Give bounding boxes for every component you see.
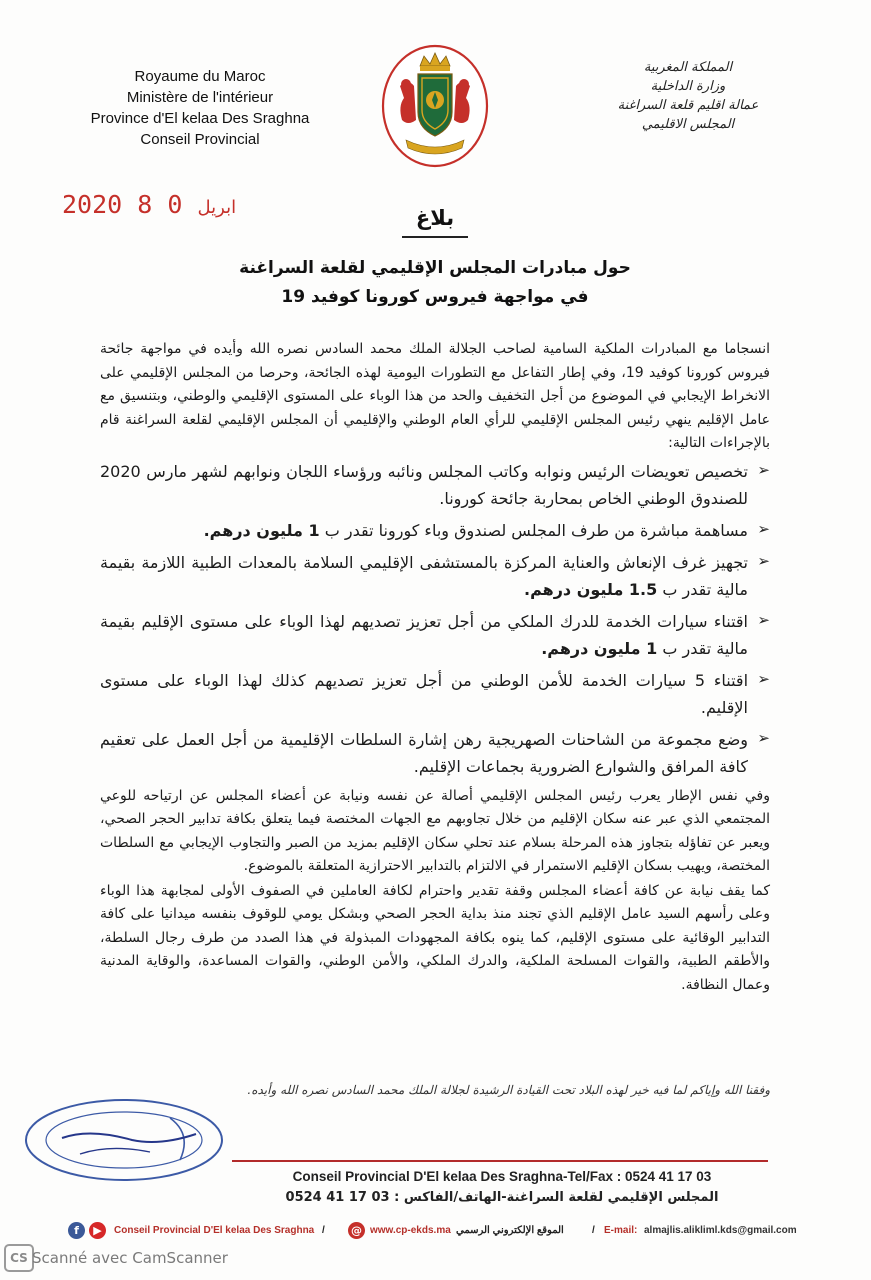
camscanner-logo-icon: CS [4,1244,34,1272]
web-icon: @ [348,1222,365,1239]
date-stamp [62,190,236,219]
camscanner-text: Scanné avec CamScanner [32,1249,228,1267]
youtube-icon[interactable]: ▶ [89,1222,106,1239]
paragraph-appreciation: وفي نفس الإطار يعرب رئيس المجلس الإقليمي أصالة عن نفسه ونيابة عن أعضاء المجلس عن ارتياحه للوعي المجتمعي الذي عبر عنه سكان الإقليم من خلال تجاوبهم مع الجهات المختصة فيما يتعلق بكافة تدابير الحجر الصحي، ويعبر عن تفاؤله بتجاوز هذه المرحلة بسلام عند تحلي سكان الإقليم بمزيد من الصبر والتجاوب الإيجابي مع السلطات المختصة، ويهيب بسكان الإقليم الاستمرار في الالتزام بالتدابير الاحترازية المتعلقة بالموضوع. [100,787,770,874]
subject-line: في مواجهة فيروس كورونا كوفيد 19 [281,287,589,307]
camscanner-watermark [0,1244,250,1274]
facebook-icon[interactable]: f [68,1222,85,1239]
separator: / [592,1225,595,1236]
intro-paragraph: انسجاما مع المبادرات الملكية السامية لصاحب الجلالة الملك محمد السادس نصره الله وأيده في مواجهة جائحة فيروس كورونا كوفيد 19، وفي إطار التفاعل مع التطورات اليومية لهذه الجائحة، وحرصا من المجلس الإقليمي على الانخراط الإيجابي في الموضوع من أجل التخفيف والحد من هذا الوباء على المستوى الإقليمي والوطني، وبتنسيق مع عامل الإقليم ينهي رئيس المجلس الإقليمي للرأي العام الوطني والإقليمي أن المجلس الإقليمي لقلعة السراغنة قام بالإجراءات التالية: [100,341,770,451]
website-url[interactable]: www.cp-ekds.ma [370,1225,451,1236]
checkmark-arrow-icon: ➢ [757,669,770,688]
subject-line: حول مبادرات المجلس الإقليمي لقلعة السراغنة [239,258,631,278]
measure-amount: 1.5 مليون درهم. [523,579,658,599]
closing-handwritten: وفقنا الله وإياكم لما فيه خير لهذه البلاد تحت القيادة الرشيدة لجلالة الملك محمد السادس نصره الله وأيده. [247,1083,770,1097]
measure-text: اقتناء 5 سيارات الخدمة للأمن الوطني من أجل تعزيز تصديهم كذلك لهذا الوباء على مستوى الإقليم. [100,670,749,717]
header-french [70,66,330,150]
header-ar-line: وزارة الداخلية [650,79,726,94]
facebook-page-name[interactable]: Conseil Provincial D'El kelaa Des Sraghna [114,1225,315,1236]
checkmark-arrow-icon: ➢ [757,610,770,629]
measure-text: تجهيز غرف الإنعاش والعناية المركزة بالمستشفى الإقليمي السلامة بالمعدات الطبية اللازمة بقيمة مالية تقدر ب [100,552,748,599]
header-fr-line: Royaume du Maroc [134,68,266,85]
header-fr-line: Conseil Provincial [140,131,260,148]
website-label: الموقع الإلكتروني الرسمي [456,1225,564,1236]
measure-item [100,517,770,544]
date-month: ابريل [197,197,237,218]
measure-item [100,667,770,721]
header-ar-line: المجلس الاقليمي [641,117,735,132]
notice-body [100,338,770,998]
separator: / [322,1225,325,1236]
header-fr-line: Province d'El kelaa Des Sraghna [90,110,310,127]
date-year: 2020 [62,190,123,219]
measure-amount: 1 مليون درهم. [541,638,658,658]
title-underline [402,236,468,238]
measure-text: اقتناء سيارات الخدمة للدرك الملكي من أجل تعزيز تصديهم لهذا الوباء على مستوى الإقليم بقيمة مالية تقدر ب [100,611,748,658]
measures-list [100,458,770,780]
checkmark-arrow-icon: ➢ [757,551,770,570]
official-seal-stamp-icon [20,1094,228,1186]
measure-text: تخصيص تعويضات الرئيس ونوابه وكاتب المجلس ونائبه ورؤساء اللجان ونوابهم لشهر مارس 2020 للصندوق الوطني الخاص بمحاربة جائحة كورونا. [100,461,748,508]
header-ar-line: عمالة اقليم قلعة السراغنة [617,98,759,113]
header-arabic [588,58,788,134]
measure-text: مساهمة مباشرة من طرف المجلس لصندوق وباء كورونا تقدر ب [324,520,748,540]
email-address[interactable]: almajlis.alikliml.kds@gmail.com [644,1225,797,1236]
footer-arabic: المجلس الإقليمي لقلعة السراغنة-الهاتف/الفاكس : 03 17 41 0524 [285,1190,719,1205]
coat-of-arms-emblem-icon [380,42,490,168]
email-label: E-mail: [604,1225,638,1236]
measure-text: وضع مجموعة من الشاحنات الصهريجية رهن إشارة السلطات الإقليمية من أجل العمل على تعقيم كافة المرافق والشوارع الضرورية بجماعات الإقليم. [100,729,748,776]
contact-row [68,1222,808,1242]
date-day: 0 8 [137,190,183,219]
checkmark-arrow-icon: ➢ [757,460,770,479]
measure-item [100,726,770,780]
measure-amount: 1 مليون درهم. [203,520,320,540]
header-fr-line: Ministère de l'intérieur [126,89,274,106]
measure-item [100,458,770,512]
measure-item [100,549,770,603]
measure-item [100,608,770,662]
checkmark-arrow-icon: ➢ [757,519,770,538]
paragraph-tribute: كما يقف نيابة عن كافة أعضاء المجلس وقفة تقدير واحترام لكافة العاملين في الصفوف الأولى لمجابهة هذا الوباء وعلى رأسهم السيد عامل الإقليم الذي تجند منذ بداية الحجر الصحي وبشكل يومي للوقوف بنفسه ميدانيا على كافة التدابير الوقائية على مستوى الإقليم، كما ينوه بكافة المجهودات المبذولة في هذا الصدد من طرف رجال السلطة، والأطقم الطبية، والقوات المسلحة الملكية، والدرك الملكي، والأمن الوطني، والقوات المساعدة، والوقاية المدنية وعمال النظافة. [100,882,770,993]
notice-subject [200,254,670,312]
notice-title: بلاغ [415,206,455,230]
header-ar-line: المملكة المغربية [643,60,733,75]
footer-divider [232,1160,768,1162]
footer-french: Conseil Provincial D'El kelaa Des Sraghna-Tel/Fax : 0524 41 17 03 [292,1169,712,1184]
checkmark-arrow-icon: ➢ [757,728,770,747]
